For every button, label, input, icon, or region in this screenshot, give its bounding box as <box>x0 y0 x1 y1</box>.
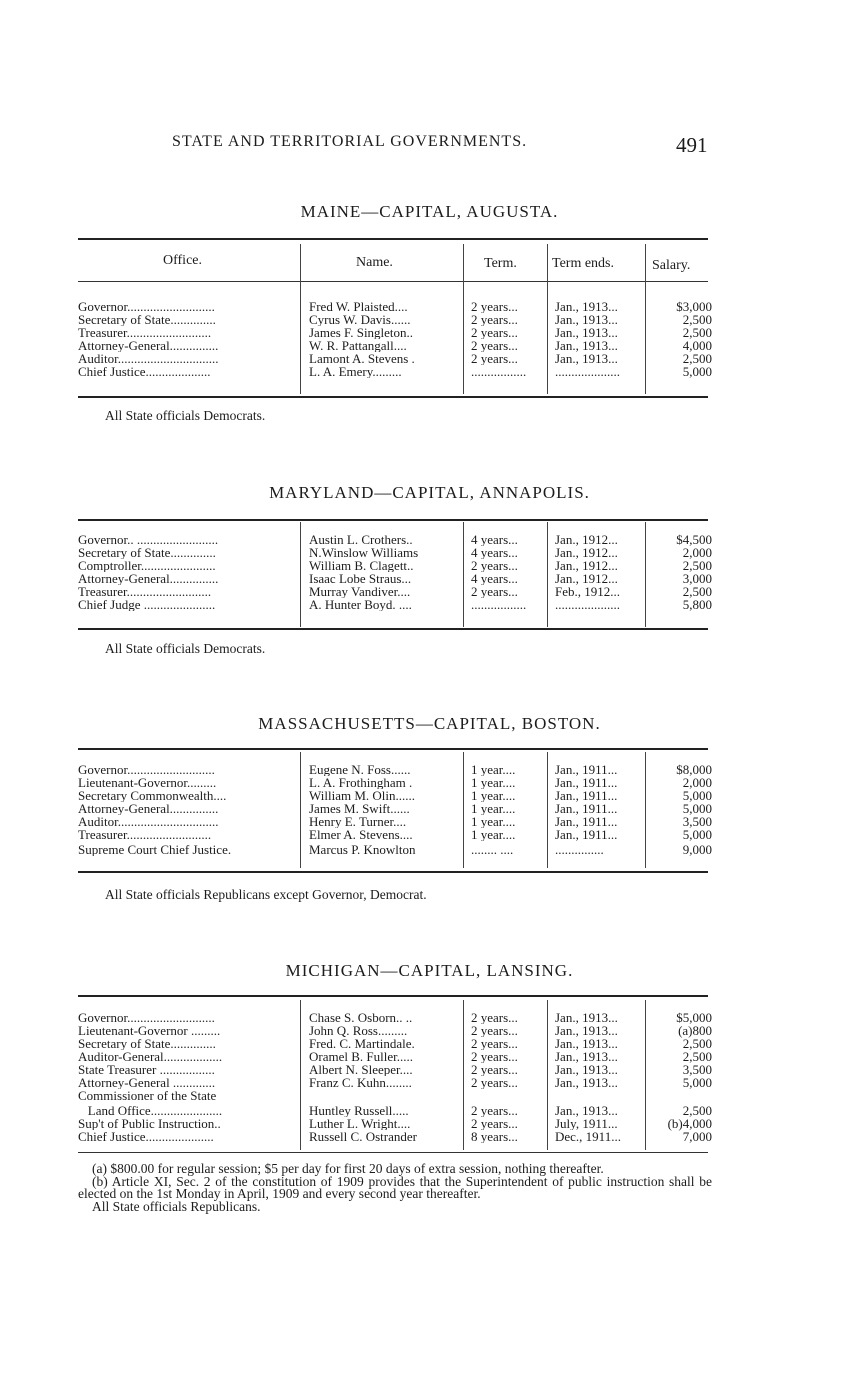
term-cell: 2 years... <box>471 1117 518 1130</box>
term-cell: 2 years... <box>471 559 518 572</box>
term-cell: 1 year.... <box>471 776 516 789</box>
office-cell: Governor........................... <box>78 1011 215 1024</box>
salary-cell: $5,000 <box>676 1010 712 1025</box>
name-cell: James F. Singleton.. <box>309 326 414 339</box>
salary-cell: 3,000 <box>682 571 712 586</box>
office-cell: Treasurer.......................... <box>78 326 212 339</box>
name-cell: Fred W. Plaisted.... <box>309 300 408 313</box>
term-ends-cell: Jan., 1913... <box>555 326 618 339</box>
office-cell: Treasurer.......................... <box>78 828 212 841</box>
name-cell: Cyrus W. Davis...... <box>309 313 411 326</box>
term-ends-cell: Jan., 1913... <box>555 1037 618 1050</box>
name-cell: Isaac Lobe Straus... <box>309 572 412 585</box>
term-cell: 2 years... <box>471 300 518 313</box>
office-cell: Governor.. ......................... <box>78 533 219 546</box>
term-cell: 2 years... <box>471 1063 518 1076</box>
table-row <box>78 559 714 572</box>
term-ends-cell: .................... <box>555 598 620 611</box>
column-header-term: Term. <box>484 256 517 271</box>
table-row <box>78 572 714 585</box>
office-cell: Auditor............................... <box>78 815 219 828</box>
term-ends-cell: Jan., 1911... <box>555 776 618 789</box>
table-row <box>78 326 714 339</box>
term-cell: ........ .... <box>471 843 514 856</box>
salary-cell: $4,500 <box>676 532 712 547</box>
name-cell: Huntley Russell..... <box>309 1104 409 1117</box>
term-ends-cell: Jan., 1911... <box>555 789 618 802</box>
term-cell: 2 years... <box>471 1076 518 1089</box>
term-ends-cell: Jan., 1913... <box>555 300 618 313</box>
term-ends-cell: Jan., 1913... <box>555 1050 618 1063</box>
term-cell: 2 years... <box>471 1037 518 1050</box>
office-cell: Secretary Commonwealth.... <box>78 789 227 802</box>
office-cell: Lieutenant-Governor ......... <box>78 1024 221 1037</box>
table-row <box>78 1011 714 1024</box>
table-row <box>78 533 714 546</box>
name-cell: William M. Olin...... <box>309 789 415 802</box>
office-cell: Comptroller....................... <box>78 559 216 572</box>
maryland-table-top-rule <box>78 519 708 521</box>
salary-cell: 2,500 <box>682 312 712 327</box>
term-ends-cell: Jan., 1911... <box>555 802 618 815</box>
table-row <box>78 815 714 828</box>
table-row <box>78 1076 714 1089</box>
term-cell: 1 year.... <box>471 828 516 841</box>
name-cell: Albert N. Sleeper.... <box>309 1063 413 1076</box>
term-cell: 1 year.... <box>471 815 516 828</box>
term-ends-cell: Jan., 1913... <box>555 1076 618 1089</box>
table-row <box>78 1104 714 1117</box>
term-ends-cell: Jan., 1913... <box>555 1024 618 1037</box>
name-cell: Russell C. Ostrander <box>309 1130 417 1143</box>
salary-cell: 2,500 <box>682 558 712 573</box>
term-ends-cell: Jan., 1912... <box>555 572 618 585</box>
table-row <box>78 598 714 611</box>
page-number: 491 <box>676 133 708 157</box>
term-cell: 2 years... <box>471 352 518 365</box>
name-cell: Oramel B. Fuller..... <box>309 1050 413 1063</box>
salary-cell: 5,000 <box>682 827 712 842</box>
term-ends-cell: Jan., 1911... <box>555 763 618 776</box>
term-cell: ................. <box>471 598 527 611</box>
name-cell: William B. Clagett.. <box>309 559 414 572</box>
salary-cell: 5,000 <box>682 788 712 803</box>
maryland-section-title: MARYLAND—CAPITAL, ANNAPOLIS. <box>269 483 590 502</box>
office-cell: Land Office...................... <box>78 1104 223 1117</box>
office-cell: Governor........................... <box>78 763 215 776</box>
term-cell: 1 year.... <box>471 789 516 802</box>
term-cell: 8 years... <box>471 1130 518 1143</box>
footnote-a: (a) $800.00 for regular session; $5 per day for first 20 days of extra session, nothing thereafter. <box>92 1161 604 1176</box>
salary-cell: 2,500 <box>682 1036 712 1051</box>
salary-cell: 5,000 <box>682 364 712 379</box>
table-row <box>78 313 714 326</box>
running-header: STATE AND TERRITORIAL GOVERNMENTS. <box>172 133 528 150</box>
column-header-salary: Salary. <box>652 258 691 273</box>
office-cell: Governor........................... <box>78 300 215 313</box>
term-ends-cell: Dec., 1911... <box>555 1130 621 1143</box>
name-cell: John Q. Ross......... <box>309 1024 408 1037</box>
table-row <box>78 1050 714 1063</box>
name-cell: Fred. C. Martindale. <box>309 1037 415 1050</box>
office-cell: Auditor-General.................. <box>78 1050 223 1063</box>
column-header-name: Name. <box>356 255 393 270</box>
office-cell: Treasurer.......................... <box>78 585 212 598</box>
office-cell: State Treasurer ................. <box>78 1063 215 1076</box>
office-cell: Secretary of State.............. <box>78 1037 216 1050</box>
table-row <box>78 802 714 815</box>
maryland-table-bottom-rule <box>78 628 708 630</box>
table-row <box>78 1024 714 1037</box>
office-cell: Chief Justice..................... <box>78 1130 214 1143</box>
salary-cell: 2,500 <box>682 351 712 366</box>
table-row <box>78 828 714 841</box>
name-cell: Chase S. Osborn.. .. <box>309 1011 413 1024</box>
table-row <box>78 776 714 789</box>
table-row <box>78 763 714 776</box>
salary-cell: 2,500 <box>682 1103 712 1118</box>
term-ends-cell: Jan., 1913... <box>555 1063 618 1076</box>
office-cell: Supreme Court Chief Justice. <box>78 843 232 856</box>
table-row <box>78 300 714 313</box>
salary-cell: 2,500 <box>682 1049 712 1064</box>
term-cell: 2 years... <box>471 1104 518 1117</box>
office-cell: Auditor............................... <box>78 352 219 365</box>
michigan-table-bottom-rule <box>78 1152 708 1153</box>
maine-table-top-rule <box>78 238 708 240</box>
term-cell: 2 years... <box>471 1050 518 1063</box>
table-row <box>78 352 714 365</box>
salary-cell: 4,000 <box>682 338 712 353</box>
term-cell: 1 year.... <box>471 763 516 776</box>
term-ends-cell: July, 1911... <box>555 1117 618 1130</box>
office-cell: Attorney-General............... <box>78 339 219 352</box>
name-cell: N.Winslow Williams <box>309 546 419 559</box>
name-cell: L. A. Emery......... <box>309 365 402 378</box>
name-cell: Henry E. Turner.... <box>309 815 407 828</box>
salary-cell: (b)4,000 <box>667 1116 712 1131</box>
salary-cell: 5,800 <box>682 597 712 612</box>
office-cell: Secretary of State.............. <box>78 313 216 326</box>
term-cell: 2 years... <box>471 339 518 352</box>
maryland-note: All State officials Democrats. <box>105 641 266 656</box>
maine-table-bottom-rule <box>78 396 708 398</box>
table-row <box>78 789 714 802</box>
term-ends-cell: Jan., 1911... <box>555 815 618 828</box>
term-ends-cell: Jan., 1913... <box>555 1104 618 1117</box>
salary-cell: 5,000 <box>682 801 712 816</box>
term-cell: ................. <box>471 365 527 378</box>
table-row <box>78 1089 714 1102</box>
term-cell: 4 years... <box>471 546 518 559</box>
term-cell: 2 years... <box>471 585 518 598</box>
term-ends-cell: .................... <box>555 365 620 378</box>
name-cell: Elmer A. Stevens.... <box>309 828 413 841</box>
office-cell: Attorney-General............... <box>78 802 219 815</box>
salary-cell: 3,500 <box>682 814 712 829</box>
name-cell: Eugene N. Foss...... <box>309 763 411 776</box>
name-cell: Marcus P. Knowlton <box>309 843 416 856</box>
table-row <box>78 1037 714 1050</box>
term-ends-cell: Feb., 1912... <box>555 585 620 598</box>
salary-cell: 2,000 <box>682 775 712 790</box>
table-row <box>78 339 714 352</box>
name-cell: Luther L. Wright.... <box>309 1117 411 1130</box>
table-row <box>78 1117 714 1130</box>
table-row <box>78 546 714 559</box>
term-ends-cell: Jan., 1913... <box>555 352 618 365</box>
term-ends-cell: Jan., 1913... <box>555 339 618 352</box>
table-row <box>78 365 714 378</box>
term-cell: 2 years... <box>471 1011 518 1024</box>
name-cell: Franz C. Kuhn........ <box>309 1076 412 1089</box>
column-header-office: Office. <box>163 253 202 268</box>
office-cell: Commissioner of the State <box>78 1089 217 1102</box>
name-cell: James M. Swift...... <box>309 802 410 815</box>
salary-cell: $8,000 <box>676 762 712 777</box>
name-cell: W. R. Pattangall.... <box>309 339 407 352</box>
table-row <box>78 585 714 598</box>
name-cell: Murray Vandiver.... <box>309 585 411 598</box>
table-row <box>78 843 714 856</box>
salary-cell: $3,000 <box>676 299 712 314</box>
maine-header-rule <box>78 281 708 282</box>
office-cell: Sup't of Public Instruction.. <box>78 1117 221 1130</box>
michigan-note: All State officials Republicans. <box>92 1198 261 1214</box>
massachusetts-section-title: MASSACHUSETTS—CAPITAL, BOSTON. <box>258 714 601 733</box>
salary-cell: 2,000 <box>682 545 712 560</box>
office-cell: Attorney-General............... <box>78 572 219 585</box>
office-cell: Attorney-General ............. <box>78 1076 216 1089</box>
term-ends-cell: Jan., 1913... <box>555 1011 618 1024</box>
salary-cell: 2,500 <box>682 584 712 599</box>
term-ends-cell: Jan., 1911... <box>555 828 618 841</box>
term-cell: 1 year.... <box>471 802 516 815</box>
term-cell: 4 years... <box>471 533 518 546</box>
name-cell: Lamont A. Stevens . <box>309 352 415 365</box>
term-ends-cell: Jan., 1912... <box>555 533 618 546</box>
salary-cell: 2,500 <box>682 325 712 340</box>
column-header-term-ends: Term ends. <box>552 256 615 271</box>
term-cell: 2 years... <box>471 1024 518 1037</box>
term-cell: 4 years... <box>471 572 518 585</box>
table-row <box>78 1130 714 1143</box>
name-cell: Austin L. Crothers.. <box>309 533 413 546</box>
salary-cell: (a)800 <box>678 1023 712 1038</box>
massachusetts-table-bottom-rule <box>78 871 708 873</box>
term-ends-cell: ............... <box>555 843 604 856</box>
michigan-footnotes <box>78 1163 712 1213</box>
salary-cell: 7,000 <box>682 1129 712 1144</box>
office-cell: Chief Justice.................... <box>78 365 211 378</box>
massachusetts-table-top-rule <box>78 748 708 750</box>
michigan-table-top-rule <box>78 995 708 997</box>
office-cell: Lieutenant-Governor......... <box>78 776 217 789</box>
maine-note: All State officials Democrats. <box>105 408 266 423</box>
term-ends-cell: Jan., 1912... <box>555 546 618 559</box>
office-cell: Secretary of State.............. <box>78 546 216 559</box>
maine-section-title: MAINE—CAPITAL, AUGUSTA. <box>300 202 559 221</box>
salary-cell: 5,000 <box>682 1075 712 1090</box>
salary-cell: 9,000 <box>682 842 712 857</box>
term-ends-cell: Jan., 1912... <box>555 559 618 572</box>
name-cell: A. Hunter Boyd. .... <box>309 598 412 611</box>
footnote-b: (b) Article XI, Sec. 2 of the constitution of 1909 provides that the Superintendent of public instruction shall be elected on the 1st Monday in April, 1909 and every second year thereafter. <box>78 1173 712 1201</box>
term-cell: 2 years... <box>471 326 518 339</box>
table-row <box>78 1063 714 1076</box>
michigan-section-title: MICHIGAN—CAPITAL, LANSING. <box>285 961 574 980</box>
term-ends-cell: Jan., 1913... <box>555 313 618 326</box>
term-cell: 2 years... <box>471 313 518 326</box>
name-cell: L. A. Frothingham . <box>309 776 413 789</box>
office-cell: Chief Judge ...................... <box>78 598 216 611</box>
massachusetts-note: All State officials Republicans except Governor, Democrat. <box>105 887 427 902</box>
salary-cell: 3,500 <box>682 1062 712 1077</box>
